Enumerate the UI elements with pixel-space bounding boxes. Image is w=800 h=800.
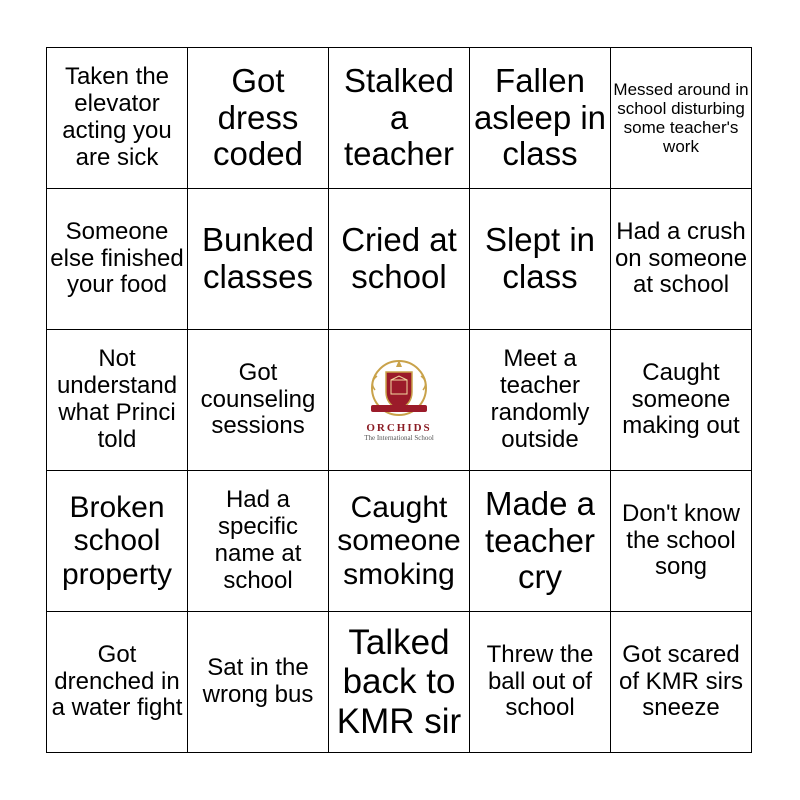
bingo-cell[interactable] — [329, 612, 470, 753]
cell-text: Made a teacher cry — [484, 484, 596, 596]
bingo-cell[interactable] — [188, 189, 329, 330]
bingo-cell[interactable] — [329, 471, 470, 612]
logo-subtitle: The International School — [364, 434, 434, 442]
cell-text: Got drenched in a water fight — [51, 640, 183, 722]
cell-text: Sat in the wrong bus — [202, 654, 314, 708]
bingo-cell[interactable] — [188, 471, 329, 612]
bingo-cell[interactable] — [188, 330, 329, 471]
cell-text: Slept in class — [484, 221, 596, 295]
cell-text: Fallen asleep in class — [473, 61, 607, 173]
bingo-cell[interactable] — [188, 612, 329, 753]
bingo-cell[interactable] — [329, 48, 470, 189]
bingo-cell[interactable] — [611, 189, 752, 330]
bingo-cell[interactable] — [47, 471, 188, 612]
cell-text: Stalked a teacher — [343, 61, 455, 173]
bingo-board — [46, 47, 752, 753]
bingo-cell[interactable] — [47, 330, 188, 471]
bingo-cell[interactable] — [470, 189, 611, 330]
bingo-cell[interactable] — [470, 471, 611, 612]
cell-text: Threw the ball out of school — [486, 640, 594, 722]
bingo-cell[interactable] — [611, 471, 752, 612]
cell-text: Got dress coded — [213, 61, 303, 173]
cell-text: Caught someone smoking — [337, 490, 461, 591]
logo-name: ORCHIDS — [366, 422, 432, 434]
bingo-cell[interactable] — [611, 48, 752, 189]
cell-text: Don't know the school song — [622, 499, 740, 581]
free-space[interactable] — [329, 330, 470, 471]
cell-text: Meet a teacher randomly outside — [490, 345, 590, 453]
orchids-crest-icon — [367, 358, 431, 420]
cell-text: Broken school property — [61, 490, 173, 591]
bingo-cell[interactable] — [47, 612, 188, 753]
bingo-cell[interactable] — [329, 189, 470, 330]
bingo-cell[interactable] — [470, 330, 611, 471]
bingo-cell[interactable] — [188, 48, 329, 189]
bingo-cell[interactable] — [47, 48, 188, 189]
cell-text: Not understand what Princi told — [56, 345, 178, 453]
cell-text: Someone else finished your food — [50, 217, 184, 299]
cell-text: Talked back to KMR sir — [336, 623, 462, 741]
cell-text: Cried at school — [341, 221, 457, 295]
bingo-cell[interactable] — [611, 330, 752, 471]
cell-text: Had a specific name at school — [214, 486, 302, 594]
cell-text: Got scared of KMR sirs sneeze — [618, 640, 743, 722]
cell-text: Taken the elevator acting you are sick — [62, 63, 172, 171]
bingo-cell[interactable] — [611, 612, 752, 753]
bingo-cell[interactable] — [47, 189, 188, 330]
cell-text: Messed around in school disturbing some teacher's work — [613, 79, 749, 157]
school-logo — [364, 358, 434, 442]
cell-text: Bunked classes — [202, 221, 314, 295]
bingo-cell[interactable] — [470, 48, 611, 189]
bingo-cell[interactable] — [470, 612, 611, 753]
cell-text: Had a crush on someone at school — [614, 217, 748, 299]
cell-text: Caught someone making out — [622, 358, 740, 440]
cell-text: Got counseling sessions — [200, 358, 316, 440]
